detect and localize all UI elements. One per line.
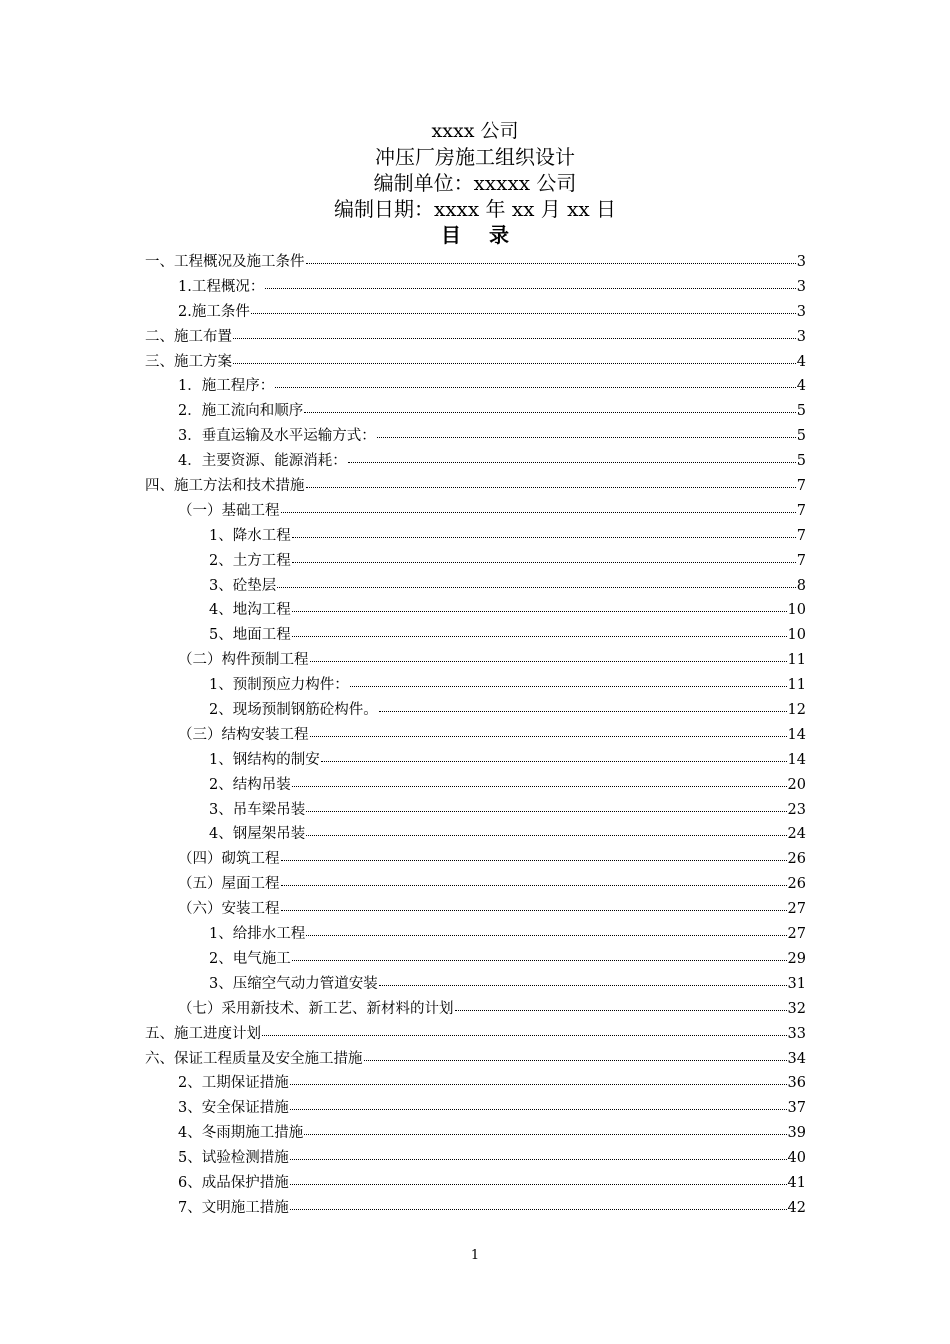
toc-dot-leader [310,736,787,737]
toc-entry[interactable] [145,1047,806,1072]
toc-entry-page: 27 [787,901,806,918]
toc-entry[interactable] [145,648,806,673]
toc-dot-leader [290,1109,787,1110]
toc-entry-page: 3 [796,278,806,295]
toc-entry[interactable] [145,872,806,897]
toc-dot-leader [233,363,796,364]
toc-dot-leader [292,562,796,563]
toc-entry-page: 8 [796,577,806,594]
toc-entry[interactable] [145,1196,806,1221]
toc-entry-label: 1、降水工程 [209,527,291,544]
toc-entry[interactable] [145,1096,806,1121]
toc-entry-page: 32 [787,1000,806,1017]
toc-entry[interactable] [145,773,806,798]
toc-dot-leader [379,711,787,712]
toc-entry[interactable] [145,698,806,723]
toc-entry[interactable] [145,275,806,300]
toc-entry-page: 29 [787,950,806,967]
toc-entry-label: 四、施工方法和技术措施 [145,478,305,495]
toc-entry[interactable] [145,1071,806,1096]
toc-entry-page: 14 [787,751,806,768]
toc-entry-label: 3、吊车梁吊装 [209,801,306,818]
toc-entry[interactable] [145,947,806,972]
toc-entry-label: （二）构件预制工程 [178,652,309,669]
toc-entry-label: 4．主要资源、能源消耗： [178,453,347,470]
toc-entry-label: 1.工程概况： [178,278,265,295]
toc-dot-leader [262,1035,787,1036]
toc-dot-leader [306,263,796,264]
toc-entry-label: 3、砼垫层 [209,577,277,594]
document-header [0,118,950,248]
editor-unit: 编制单位：xxxxx 公司 [373,171,577,195]
toc-dot-leader [290,1159,787,1160]
table-of-contents [145,250,806,1221]
toc-entry-label: 2.施工条件 [178,303,250,320]
toc-entry-label: 4、钢屋架吊装 [209,826,306,843]
toc-entry[interactable] [145,623,806,648]
toc-entry-page: 23 [787,801,806,818]
toc-entry-label: 一、工程概况及施工条件 [145,254,305,270]
toc-entry[interactable] [145,549,806,574]
toc-entry-page: 5 [796,453,806,470]
toc-entry-label: 3、压缩空气动力管道安装 [209,975,378,992]
toc-dot-leader [292,786,787,787]
toc-dot-leader [306,935,786,936]
toc-entry-label: 4、冬雨期施工措施 [178,1125,304,1142]
toc-entry[interactable] [145,723,806,748]
toc-entry-label: 5、试验检测措施 [178,1150,289,1167]
toc-entry-page: 26 [787,876,806,893]
toc-entry[interactable] [145,598,806,623]
toc-dot-leader [364,1060,787,1061]
toc-entry[interactable] [145,250,806,275]
toc-dot-leader [265,288,795,289]
toc-entry-page: 39 [787,1125,806,1142]
toc-entry-page: 3 [796,254,806,270]
document-title: 冲压厂房施工组织设计 [375,145,575,169]
toc-entry-label: 六、保证工程质量及安全施工措施 [145,1050,363,1067]
toc-dot-leader [292,960,787,961]
toc-dot-leader [304,412,796,413]
toc-dot-leader [251,313,796,314]
toc-dot-leader [292,537,796,538]
toc-dot-leader [292,636,787,637]
toc-entry[interactable] [145,822,806,847]
toc-entry[interactable] [145,673,806,698]
toc-entry-page: 4 [796,353,806,370]
toc-entry-page: 36 [787,1075,806,1092]
toc-entry-label: 1、给排水工程 [209,926,306,943]
toc-entry[interactable] [145,524,806,549]
toc-dot-leader [281,512,796,513]
toc-entry[interactable] [145,997,806,1022]
toc-entry-label: 2、结构吊装 [209,776,291,793]
compile-date: 编制日期：xxxx 年 xx 月 xx 日 [333,197,617,221]
toc-entry-page: 31 [787,975,806,992]
toc-entry[interactable] [145,798,806,823]
toc-entry-label: 1．施工程序： [178,378,275,395]
toc-entry-page: 10 [787,627,806,644]
toc-entry-page: 20 [787,776,806,793]
toc-entry-page: 7 [796,478,806,495]
toc-entry[interactable] [145,399,806,424]
toc-entry[interactable] [145,300,806,325]
toc-entry-label: 7、文明施工措施 [178,1199,289,1216]
toc-entry-label: 2、工期保证措施 [178,1075,289,1092]
toc-heading: 目录 [441,223,537,247]
toc-entry-label: 5、地面工程 [209,627,291,644]
toc-entry-label: 4、地沟工程 [209,602,291,619]
toc-dot-leader [277,587,796,588]
toc-entry[interactable] [145,499,806,524]
toc-entry-page: 10 [787,602,806,619]
toc-entry-label: 三、施工方案 [145,353,232,370]
toc-entry[interactable] [145,1022,806,1047]
toc-entry-label: 3．垂直运输及水平运输方式： [178,428,376,445]
toc-entry-label: 3、安全保证措施 [178,1100,289,1117]
toc-dot-leader [281,910,787,911]
toc-entry-label: 二、施工布置 [145,328,232,345]
toc-entry-page: 7 [796,552,806,569]
company-name: xxxx 公司 [431,120,519,142]
toc-entry-label: 1、钢结构的制安 [209,751,320,768]
toc-dot-leader [290,1084,787,1085]
toc-entry-page: 27 [787,926,806,943]
toc-entry[interactable] [145,1146,806,1171]
toc-entry[interactable] [145,1121,806,1146]
toc-entry-page: 26 [787,851,806,868]
toc-dot-leader [281,860,787,861]
toc-entry[interactable] [145,574,806,599]
toc-entry-page: 7 [796,527,806,544]
toc-entry-page: 4 [796,378,806,395]
toc-entry[interactable] [145,350,806,375]
toc-dot-leader [306,487,796,488]
toc-entry-page: 24 [787,826,806,843]
toc-entry[interactable] [145,1171,806,1196]
toc-entry[interactable] [145,374,806,399]
toc-dot-leader [321,761,787,762]
toc-dot-leader [304,1134,786,1135]
toc-dot-leader [306,835,786,836]
page-number: 1 [470,1248,480,1263]
toc-entry-label: 1、预制预应力构件： [209,677,349,694]
toc-entry-label: （三）结构安装工程 [178,726,309,743]
toc-entry[interactable] [145,325,806,350]
toc-entry-label: （六）安装工程 [178,901,280,918]
toc-dot-leader [290,1209,787,1210]
toc-entry-page: 11 [787,677,806,694]
toc-dot-leader [310,661,787,662]
toc-entry-page: 12 [787,702,806,719]
toc-entry-page: 34 [787,1050,806,1067]
toc-dot-leader [377,437,796,438]
toc-entry-label: （七）采用新技术、新工艺、新材料的计划 [178,1000,454,1017]
toc-entry-page: 5 [796,403,806,420]
toc-entry-page: 11 [787,652,806,669]
toc-entry-label: （一）基础工程 [178,502,280,519]
toc-entry-label: （五）屋面工程 [178,876,280,893]
toc-entry[interactable] [145,897,806,922]
toc-entry[interactable] [145,847,806,872]
toc-entry[interactable] [145,424,806,449]
toc-entry-page: 41 [787,1174,806,1191]
toc-dot-leader [292,611,787,612]
toc-entry-label: 2、电气施工 [209,950,291,967]
toc-dot-leader [455,1010,787,1011]
toc-entry-page: 37 [787,1100,806,1117]
toc-entry[interactable] [145,748,806,773]
toc-dot-leader [281,885,787,886]
toc-entry[interactable] [145,922,806,947]
toc-entry-page: 40 [787,1150,806,1167]
toc-entry-label: 五、施工进度计划 [145,1025,261,1042]
toc-entry-label: 2、土方工程 [209,552,291,569]
toc-entry-page: 33 [787,1025,806,1042]
toc-dot-leader [306,811,786,812]
toc-entry-page: 3 [796,328,806,345]
toc-entry-page: 42 [787,1199,806,1216]
toc-entry-page: 14 [787,726,806,743]
toc-entry-label: 2、现场预制钢筋砼构件。 [209,702,378,719]
toc-dot-leader [348,462,796,463]
toc-entry-page: 5 [796,428,806,445]
toc-entry[interactable] [145,474,806,499]
toc-entry-label: （四）砌筑工程 [178,851,280,868]
toc-dot-leader [233,338,796,339]
toc-dot-leader [350,686,787,687]
toc-dot-leader [290,1184,787,1185]
toc-entry[interactable] [145,972,806,997]
toc-dot-leader [275,387,796,388]
toc-entry-label: 2．施工流向和顺序 [178,403,304,420]
toc-entry[interactable] [145,449,806,474]
toc-dot-leader [379,985,787,986]
toc-entry-page: 7 [796,502,806,519]
toc-entry-label: 6、成品保护措施 [178,1174,289,1191]
toc-entry-page: 3 [796,303,806,320]
